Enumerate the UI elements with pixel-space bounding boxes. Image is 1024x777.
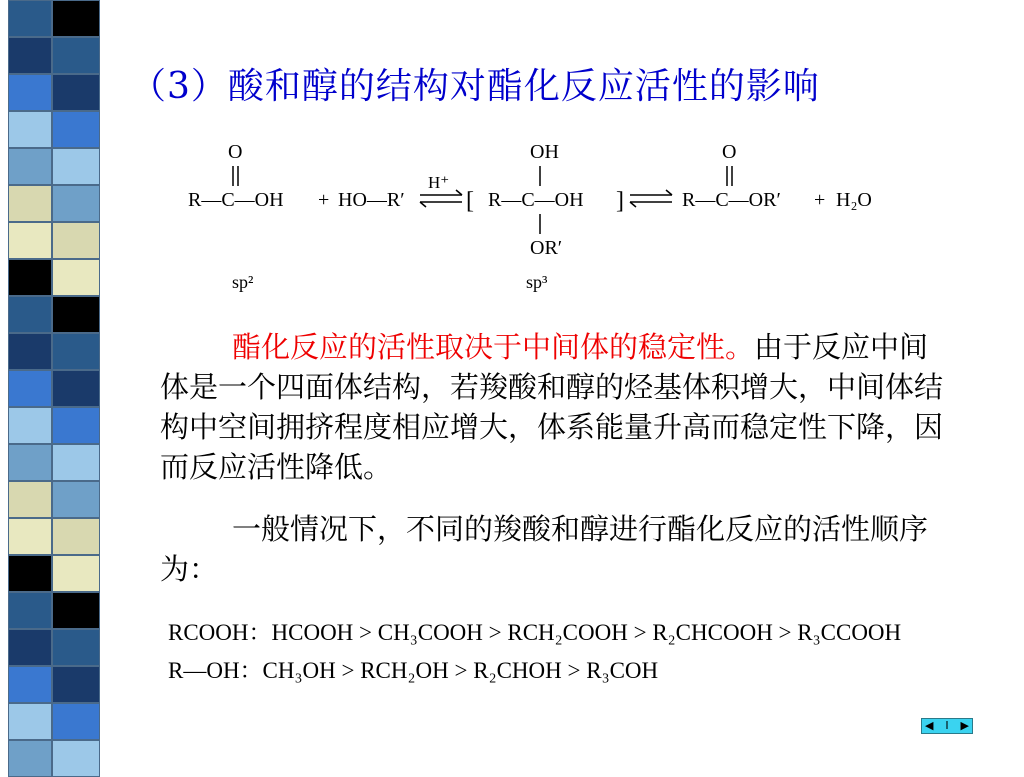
stripe-block	[8, 259, 52, 296]
stripe-block	[52, 296, 100, 333]
stripe-block	[52, 259, 100, 296]
stripe-block	[8, 148, 52, 185]
stripe-block	[8, 555, 52, 592]
stripe-block	[8, 518, 52, 555]
stripe-block	[8, 444, 52, 481]
stripe-block	[52, 185, 100, 222]
plus-sign-1: +	[318, 189, 330, 211]
key-conclusion: 酯化反应的活性取决于中间体的稳定性。	[232, 330, 755, 364]
carbonyl-o-right: O	[722, 141, 737, 163]
stripe-block	[52, 518, 100, 555]
stripe-block	[52, 0, 100, 37]
stripe-block	[8, 740, 52, 777]
product-water: H₂O	[836, 189, 872, 211]
explanation-text: 由于反应中间体是一个四面体结构，若羧酸和醇的烃基体积增大，中间体结构中空间拥挤程度相应增大，体系能量升高而稳定性下降，因而反应活性降低。	[160, 330, 944, 484]
esterification-mechanism-scheme	[170, 128, 910, 308]
alcohol-reactivity-order: R—OH：CH₃OH > RCH₂OH > R₂CHOH > R₃COH	[168, 658, 659, 683]
stripe-block	[52, 370, 100, 407]
stripe-block	[8, 111, 52, 148]
stripe-block	[52, 111, 100, 148]
stripe-block	[8, 666, 52, 703]
stripe-block	[52, 407, 100, 444]
acid-reactivity-order: RCOOH：HCOOH > CH₃COOH > RCH₂COOH > R₂CHCOOH > R₃CCOOH	[168, 620, 902, 645]
stripe-block	[8, 222, 52, 259]
stripe-block	[8, 37, 52, 74]
stripe-block	[8, 481, 52, 518]
stripe-block	[52, 37, 100, 74]
stripe-block	[8, 703, 52, 740]
stripe-block	[52, 148, 100, 185]
prev-slide-icon[interactable]: ◀	[925, 719, 934, 732]
order-intro-text: 一般情况下，不同的羧酸和醇进行酯化反应的活性顺序为：	[160, 512, 929, 586]
stripe-block	[8, 407, 52, 444]
order-intro-paragraph	[160, 509, 950, 589]
intermediate-oh-top: OH	[530, 141, 559, 163]
stripe-block	[8, 296, 52, 333]
stripe-block	[52, 703, 100, 740]
stripe-block	[8, 74, 52, 111]
stripe-block	[8, 333, 52, 370]
reactant-alcohol: HO—R′	[338, 189, 405, 211]
intermediate-core: R—C—OH	[488, 189, 584, 211]
carbonyl-o-left: O	[228, 141, 243, 163]
bracket-close: ]	[616, 188, 624, 214]
stripe-block	[8, 629, 52, 666]
intermediate-or-bottom: OR′	[530, 237, 563, 259]
product-ester: R—C—OR′	[682, 189, 781, 211]
nav-separator: I	[945, 719, 949, 732]
stripe-block	[52, 592, 100, 629]
sp2-label: sp²	[232, 272, 254, 292]
sp3-label: sp³	[526, 272, 548, 292]
stripe-block	[52, 333, 100, 370]
stripe-block	[52, 222, 100, 259]
stripe-block	[52, 629, 100, 666]
next-slide-icon[interactable]: ▶	[960, 719, 969, 732]
bracket-open: [	[466, 188, 474, 214]
stripe-block	[52, 444, 100, 481]
stripe-block	[52, 740, 100, 777]
decorative-stripe-bar	[0, 0, 110, 768]
stripe-block	[52, 74, 100, 111]
plus-sign-2: +	[814, 189, 826, 211]
catalyst-label: H⁺	[428, 173, 450, 192]
stripe-block	[8, 185, 52, 222]
stripe-block	[52, 555, 100, 592]
stripe-block	[52, 481, 100, 518]
slide-title: （3）酸和醇的结构对酯化反应活性的影响	[130, 66, 820, 107]
stripe-block	[8, 370, 52, 407]
stripe-block	[8, 0, 52, 37]
stripe-block	[52, 666, 100, 703]
slide-navigation	[921, 718, 973, 734]
explanation-paragraph	[160, 327, 950, 487]
reactant-acid: R—C—OH	[188, 189, 284, 211]
stripe-block	[8, 592, 52, 629]
